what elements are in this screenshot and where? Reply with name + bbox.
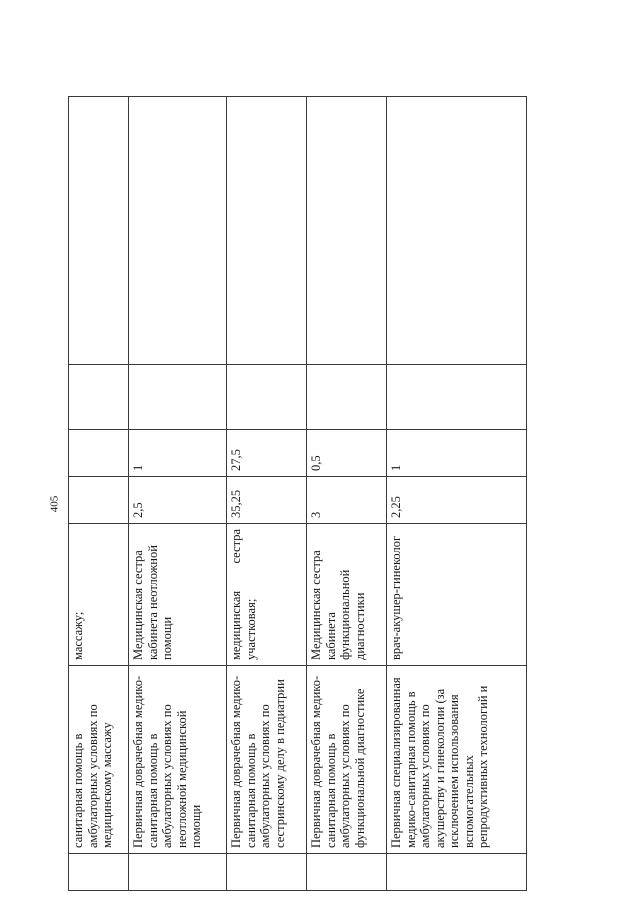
norm-b-cell: 27,5 <box>227 430 307 477</box>
notes-cell <box>307 97 387 365</box>
extra-cell <box>129 365 227 430</box>
norm-a-cell: 2,25 <box>387 477 527 524</box>
table-row <box>69 97 129 891</box>
service-cell: Первичная специализированная медико-санитарная помощь в амбулаторных условиях по акушерству и гинекологии (за исключением использования вспомогательных репродуктивных технологий и <box>387 666 527 854</box>
norm-a-cell <box>69 477 129 524</box>
notes-cell <box>129 97 227 365</box>
norm-b-cell <box>69 430 129 477</box>
position-cell: Медицинская сестра кабинета функциональной диагностики <box>307 524 387 666</box>
norm-a-cell: 2,5 <box>129 477 227 524</box>
extra-cell <box>307 365 387 430</box>
row-index-cell <box>387 854 527 891</box>
notes-cell <box>227 97 307 365</box>
row-index-cell <box>307 854 387 891</box>
service-cell: санитарная помощь в амбулаторных условиях по медицинскому массажу <box>69 666 129 854</box>
norm-b-cell: 1 <box>129 430 227 477</box>
service-cell: Первичная доврачебная медико-санитарная помощь в амбулаторных условиях по неотложной медицинской помощи <box>129 666 227 854</box>
table-row <box>129 97 227 891</box>
extra-cell <box>227 365 307 430</box>
position-cell: врач-акушер-гинеколог <box>387 524 527 666</box>
staffing-table <box>68 97 526 891</box>
position-line: медицинская сестра <box>229 529 243 660</box>
row-index-cell <box>227 854 307 891</box>
table-row <box>307 97 387 891</box>
notes-cell <box>69 97 129 365</box>
position-cell: массажу; <box>69 524 129 666</box>
notes-cell <box>387 97 527 365</box>
page-number: 405 <box>48 495 61 513</box>
extra-cell <box>69 365 129 430</box>
extra-cell <box>387 365 527 430</box>
norm-b-cell: 1 <box>387 430 527 477</box>
table-row <box>227 97 307 891</box>
norm-b-cell: 0,5 <box>307 430 387 477</box>
position-cell: Медицинская сестра кабинета неотложной помощи <box>129 524 227 666</box>
service-cell: Первичная доврачебная медико-санитарная помощь в амбулаторных условиях по сестринскому делу в педиатрии <box>227 666 307 854</box>
norm-a-cell: 35,25 <box>227 477 307 524</box>
position-line: участковая; <box>243 598 258 660</box>
row-index-cell <box>129 854 227 891</box>
row-index-cell <box>69 854 129 891</box>
position-cell <box>227 524 307 666</box>
table-row <box>387 97 527 891</box>
norm-a-cell: 3 <box>307 477 387 524</box>
service-cell: Первичная доврачебная медико-санитарная помощь в амбулаторных условиях по функциональной диагностике <box>307 666 387 854</box>
